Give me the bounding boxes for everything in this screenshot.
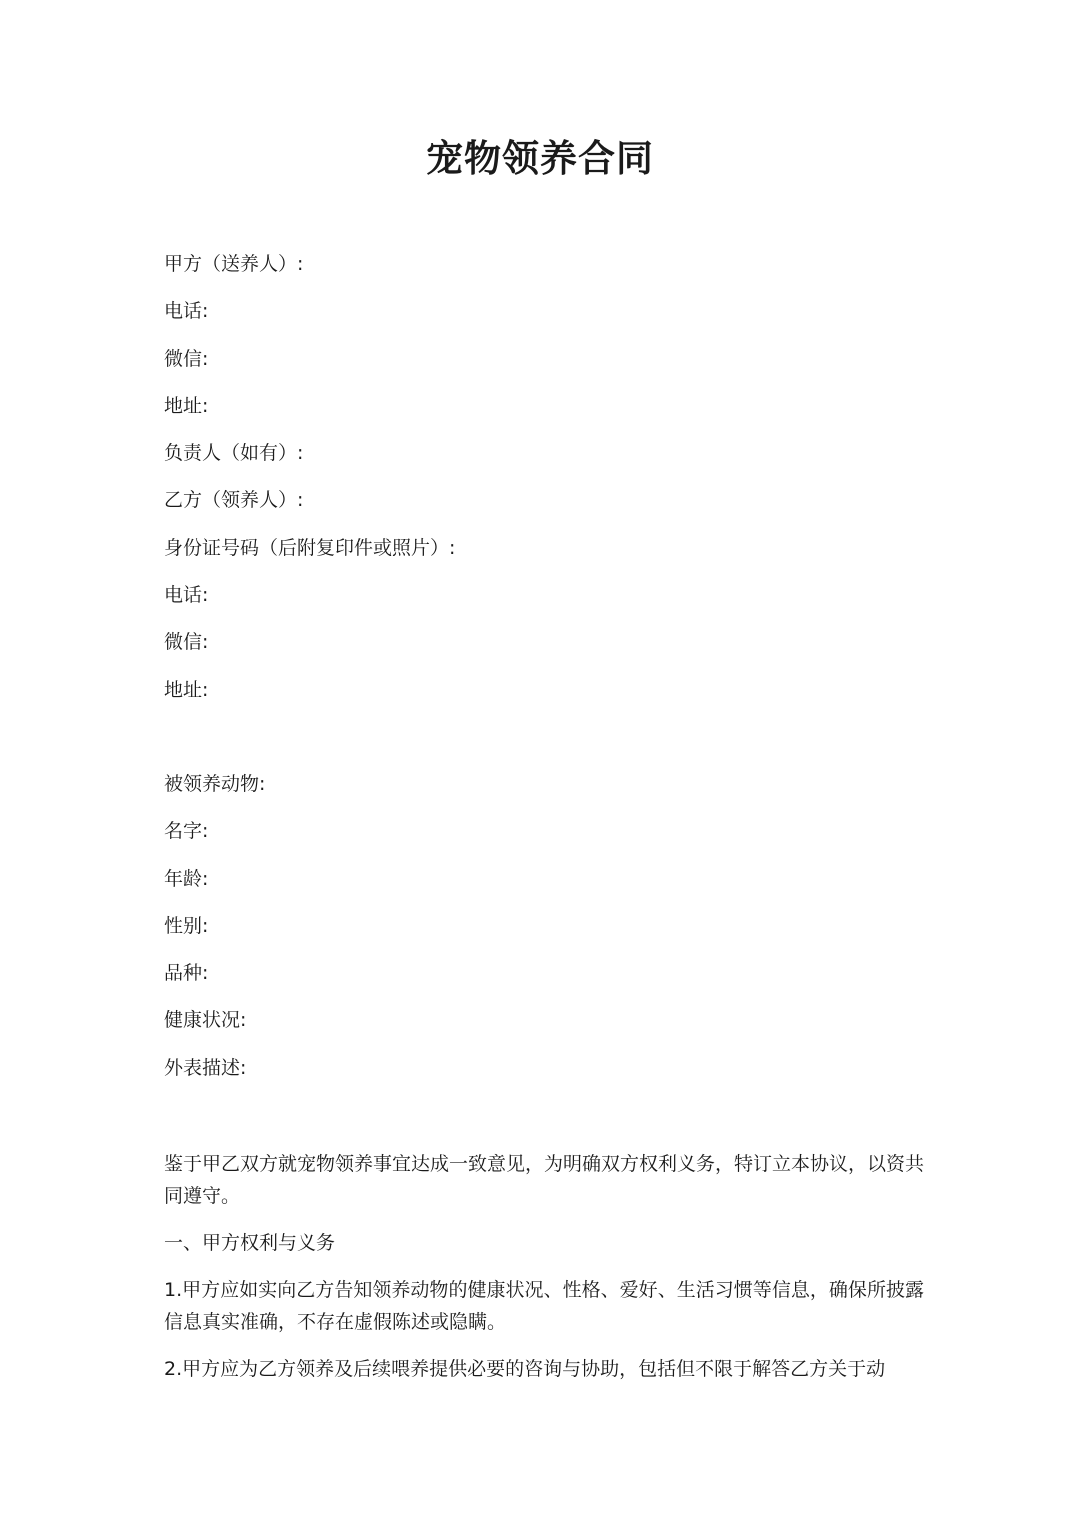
animal-name-field: 名字: [164,820,209,843]
party-a-responsible-field: 负责人（如有）: [164,442,304,465]
party-a-address-field: 地址: [164,394,209,417]
party-b-phone-field: 电话: [164,584,209,607]
party-a-wechat-field: 微信: [164,347,209,370]
party-b-address-field: 地址: [164,678,209,701]
party-a-section [164,250,924,467]
animal-label: 被领养动物: [164,772,266,795]
clause-paragraph: 2.甲方应为乙方领养及后续喂养提供必要的咨询与协助，包括但不限于解答乙方关于动 [164,1358,886,1381]
animal-section [164,770,924,1082]
party-a-label: 甲方（送养人）: [164,253,304,275]
animal-age-field: 年龄: [164,867,209,890]
contract-body [164,1148,924,1385]
animal-gender-field: 性别: [164,914,209,937]
party-a-phone-field: 电话: [164,300,209,323]
document-content [164,250,924,1400]
party-b-section [164,486,924,703]
animal-health-field: 健康状况: [164,1009,247,1032]
section-spacer [164,1101,924,1148]
document-title: 宠物领养合同 [426,137,654,180]
clause-paragraph: 1.甲方应如实向乙方告知领养动物的健康状况、性格、爱好、生活习惯等信息，确保所披露信息真实准确，不存在虚假陈述或隐瞒。 [164,1279,924,1334]
section-spacer [164,723,924,770]
section-heading: 一、甲方权利与义务 [164,1232,336,1255]
animal-appearance-field: 外表描述: [164,1056,247,1079]
party-b-label: 乙方（领养人）: [164,489,304,512]
party-b-id-field: 身份证号码（后附复印件或照片）: [164,536,456,559]
preamble-paragraph: 鉴于甲乙双方就宠物领养事宜达成一致意见，为明确双方权利义务，特订立本协议，以资共同遵守。 [164,1153,925,1208]
animal-breed-field: 品种: [164,962,209,985]
party-b-wechat-field: 微信: [164,631,209,654]
